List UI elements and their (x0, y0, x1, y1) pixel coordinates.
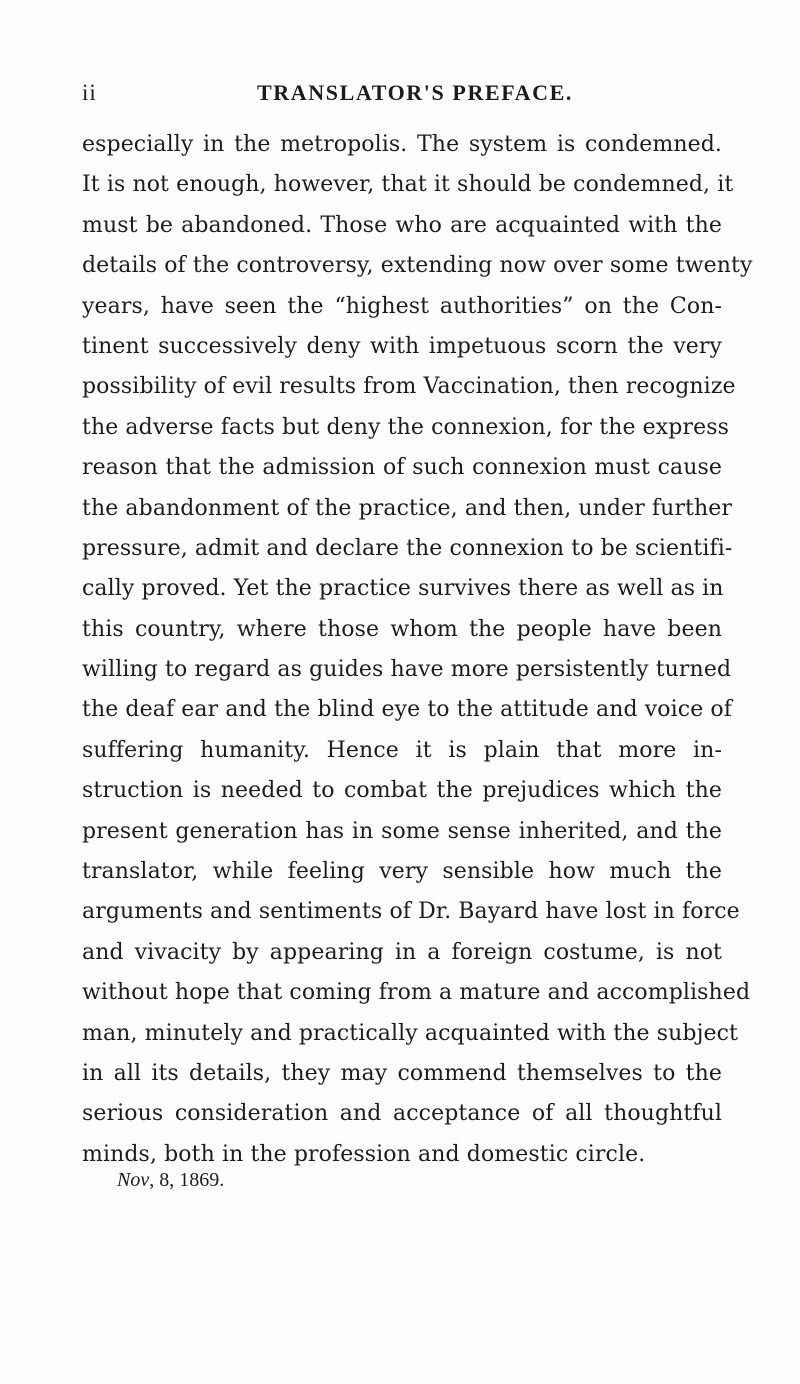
text-line: must be abandoned. Those who are acquainted with the (82, 212, 722, 238)
date-signature (117, 1169, 224, 1192)
text-line: minds, both in the profession and domestic circle. (82, 1141, 646, 1167)
text-line: struction is needed to combat the prejudices which the (82, 778, 722, 804)
page-number: ii (82, 80, 97, 105)
text-line: possibility of evil results from Vaccination, then recognize (82, 374, 736, 400)
text-line: man, minutely and practically acquainted with the subject (82, 1020, 738, 1046)
text-line: and vivacity by appearing in a foreign costume, is not (82, 939, 722, 965)
text-line: willing to regard as guides have more persistently turned (82, 657, 732, 683)
text-line: arguments and sentiments of Dr. Bayard have lost in force (82, 899, 740, 925)
text-line: translator, while feeling very sensible how much the (82, 859, 722, 885)
text-line: years, have seen the “highest authorities” on the Con- (82, 293, 722, 319)
text-line: It is not enough, however, that it should be condemned, it (82, 172, 734, 198)
text-line: this country, where those whom the people have been (82, 616, 722, 642)
text-line: without hope that coming from a mature and accomplished (82, 980, 751, 1006)
text-line: suffering humanity. Hence it is plain that more in- (82, 737, 722, 763)
text-line: tinent successively deny with impetuous scorn the very (82, 333, 722, 359)
date-rest: , 8, 1869. (149, 1169, 225, 1191)
text-line: serious consideration and acceptance of all thoughtful (82, 1101, 722, 1127)
date-month: Nov (117, 1169, 150, 1191)
text-line: details of the controversy, extending now over some twenty (82, 253, 753, 279)
text-line: pressure, admit and declare the connexion to be scientifi- (82, 535, 733, 561)
body-paragraph (82, 125, 753, 1175)
text-line: the adverse facts but deny the connexion, for the express (82, 414, 730, 440)
text-line: the deaf ear and the blind eye to the attitude and voice of (82, 697, 733, 723)
text-line: especially in the metropolis. The system is condemned. (82, 132, 722, 157)
text-line: reason that the admission of such connexion must cause (82, 455, 722, 481)
text-line: present generation has in some sense inherited, and the (82, 818, 722, 844)
text-line: in all its details, they may commend themselves to the (82, 1060, 722, 1086)
running-head: TRANSLATOR'S PREFACE. (257, 80, 573, 105)
text-line: the abandonment of the practice, and then, under further (82, 495, 733, 521)
page-header (0, 76, 800, 110)
text-line: cally proved. Yet the practice survives there as well as in (82, 576, 724, 602)
